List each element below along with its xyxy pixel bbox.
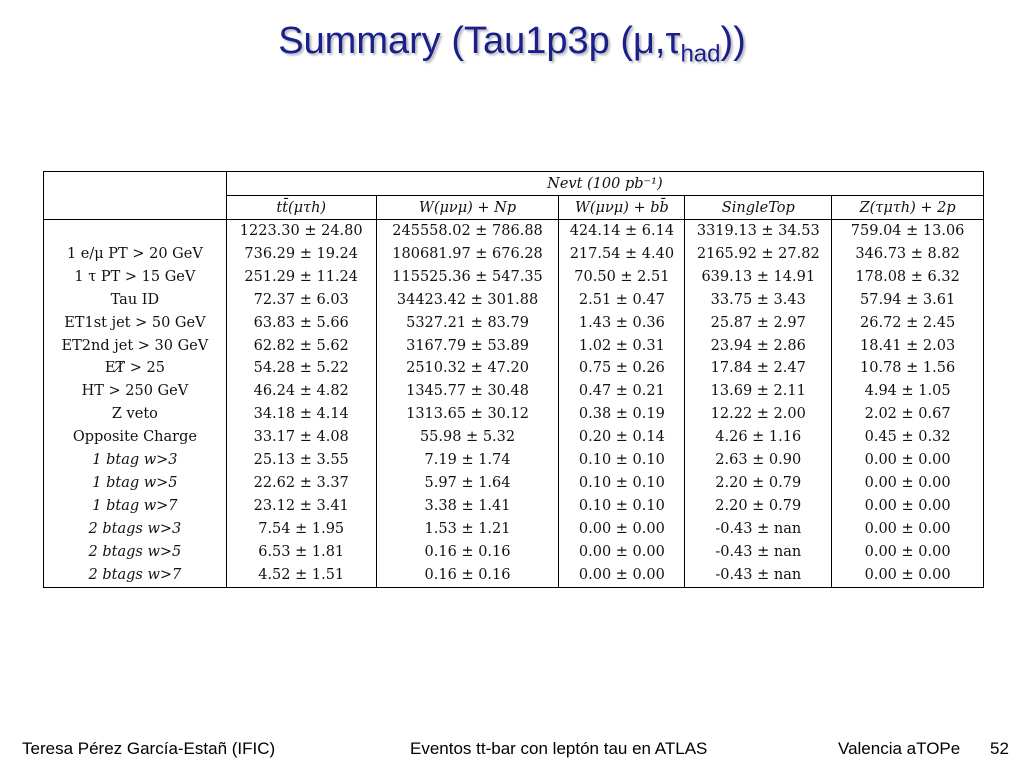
cut-label [44,220,227,243]
table-cell: 0.16 ± 0.16 [376,541,559,564]
table-cell: 0.10 ± 0.10 [559,495,685,518]
table-cell: 0.16 ± 0.16 [376,564,559,587]
cut-label: ET̸ > 25 [44,357,227,380]
table-row [44,518,984,541]
cut-label: Tau ID [44,289,227,312]
table-cell: 33.17 ± 4.08 [226,426,376,449]
table-cell: 245558.02 ± 786.88 [376,220,559,243]
table-cell: 10.78 ± 1.56 [832,357,984,380]
cut-label: Opposite Charge [44,426,227,449]
table-cell: 22.62 ± 3.37 [226,472,376,495]
table-cell: 23.94 ± 2.86 [685,335,832,358]
table-cell: 3.38 ± 1.41 [376,495,559,518]
table-cell: 4.52 ± 1.51 [226,564,376,587]
table-cell: 0.10 ± 0.10 [559,449,685,472]
table-row [44,541,984,564]
table-cell: 2.51 ± 0.47 [559,289,685,312]
column-header: SingleTop [685,196,832,220]
table-cell: 346.73 ± 8.82 [832,243,984,266]
table-cell: 1345.77 ± 30.48 [376,380,559,403]
table-cell: 180681.97 ± 676.28 [376,243,559,266]
table-cell: 2165.92 ± 27.82 [685,243,832,266]
table-cell: 0.20 ± 0.14 [559,426,685,449]
cut-label: 2 btags w>5 [44,541,227,564]
table-cell: 115525.36 ± 547.35 [376,266,559,289]
table-cell: 1.02 ± 0.31 [559,335,685,358]
table-cell: 639.13 ± 14.91 [685,266,832,289]
table-row [44,426,984,449]
footer-page-number: 52 [990,739,1009,758]
corner-cell [44,172,227,220]
table-cell: 424.14 ± 6.14 [559,220,685,243]
cut-label: ET1st jet > 50 GeV [44,312,227,335]
table-cell: 0.47 ± 0.21 [559,380,685,403]
table-row [44,403,984,426]
table-cell: 0.00 ± 0.00 [559,541,685,564]
table-cell: 0.00 ± 0.00 [832,541,984,564]
table-cell: 0.00 ± 0.00 [832,495,984,518]
table-cell: 23.12 ± 3.41 [226,495,376,518]
table-cell: 178.08 ± 6.32 [832,266,984,289]
column-header: Z(τμτh) + 2p [832,196,984,220]
table-row [44,472,984,495]
footer-venue: Valencia aTOPe [838,739,961,758]
table-body [44,220,984,588]
table-cell: 0.00 ± 0.00 [832,449,984,472]
table-cell: 251.29 ± 11.24 [226,266,376,289]
table-cell: 13.69 ± 2.11 [685,380,832,403]
table-cell: 70.50 ± 2.51 [559,266,685,289]
table-cell: 0.00 ± 0.00 [559,518,685,541]
table-row [44,220,984,243]
cut-label: 1 τ PT > 15 GeV [44,266,227,289]
table-cell: 2510.32 ± 47.20 [376,357,559,380]
table-cell: 4.26 ± 1.16 [685,426,832,449]
table-row [44,564,984,587]
table-cell: 25.13 ± 3.55 [226,449,376,472]
table-cell: -0.43 ± nan [685,564,832,587]
footer-author: Teresa Pérez García-Estañ (IFIC) [22,739,276,758]
table-cell: 736.29 ± 19.24 [226,243,376,266]
table-cell: 12.22 ± 2.00 [685,403,832,426]
table-cell: 2.20 ± 0.79 [685,495,832,518]
table-cell: 0.38 ± 0.19 [559,403,685,426]
column-header: W(μνμ) + bb̄ [559,196,685,220]
table-cell: 4.94 ± 1.05 [832,380,984,403]
table-row [44,266,984,289]
table-cell: 0.75 ± 0.26 [559,357,685,380]
table-cell: 34.18 ± 4.14 [226,403,376,426]
table-cell: 2.20 ± 0.79 [685,472,832,495]
table-cell: 26.72 ± 2.45 [832,312,984,335]
table-row [44,357,984,380]
table-cell: 217.54 ± 4.40 [559,243,685,266]
table-cell: 3167.79 ± 53.89 [376,335,559,358]
table-cell: -0.43 ± nan [685,541,832,564]
table-row [44,449,984,472]
table-cell: 1.43 ± 0.36 [559,312,685,335]
table-cell: 54.28 ± 5.22 [226,357,376,380]
table-cell: 6.53 ± 1.81 [226,541,376,564]
table-row [44,335,984,358]
table-cell: 0.00 ± 0.00 [832,472,984,495]
table-cell: 7.54 ± 1.95 [226,518,376,541]
table-row [44,289,984,312]
table-cell: -0.43 ± nan [685,518,832,541]
table-cell: 5327.21 ± 83.79 [376,312,559,335]
table-row [44,495,984,518]
table-cell: 72.37 ± 6.03 [226,289,376,312]
table-row [44,380,984,403]
table-cell: 1313.65 ± 30.12 [376,403,559,426]
column-header: W(μνμ) + Np [376,196,559,220]
table-cell: 0.00 ± 0.00 [832,518,984,541]
cutflow-table [43,171,984,588]
table-cell: 1223.30 ± 24.80 [226,220,376,243]
table-cell: 57.94 ± 3.61 [832,289,984,312]
cut-label: 1 e/μ PT > 20 GeV [44,243,227,266]
cut-label: 1 btag w>3 [44,449,227,472]
table-row [44,312,984,335]
column-header: tt̄(μτh) [226,196,376,220]
table-cell: 1.53 ± 1.21 [376,518,559,541]
slide-title: Summary (Tau1p3p $(\mu,\tau_{had})$) [278,20,746,68]
table-cell: 5.97 ± 1.64 [376,472,559,495]
cut-label: Z veto [44,403,227,426]
table-cell: 2.63 ± 0.90 [685,449,832,472]
table-cell: 46.24 ± 4.82 [226,380,376,403]
table-cell: 55.98 ± 5.32 [376,426,559,449]
group-header: Nevt (100 pb⁻¹) [226,172,983,196]
cut-label: ET2nd jet > 30 GeV [44,335,227,358]
table-cell: 17.84 ± 2.47 [685,357,832,380]
cut-label: 1 btag w>7 [44,495,227,518]
table-cell: 33.75 ± 3.43 [685,289,832,312]
table-cell: 0.00 ± 0.00 [832,564,984,587]
table-cell: 25.87 ± 2.97 [685,312,832,335]
table-cell: 62.82 ± 5.62 [226,335,376,358]
table-row [44,243,984,266]
cut-label: 2 btags w>3 [44,518,227,541]
table-cell: 0.45 ± 0.32 [832,426,984,449]
cut-label: HT > 250 GeV [44,380,227,403]
cut-label: 1 btag w>5 [44,472,227,495]
cut-label: 2 btags w>7 [44,564,227,587]
table-cell: 3319.13 ± 34.53 [685,220,832,243]
table-cell: 0.00 ± 0.00 [559,564,685,587]
table-cell: 7.19 ± 1.74 [376,449,559,472]
table-cell: 759.04 ± 13.06 [832,220,984,243]
table-cell: 0.10 ± 0.10 [559,472,685,495]
table-cell: 2.02 ± 0.67 [832,403,984,426]
table-cell: 34423.42 ± 301.88 [376,289,559,312]
footer-talk-title: Eventos tt-bar con leptón tau en ATLAS [410,739,708,758]
table-cell: 18.41 ± 2.03 [832,335,984,358]
table-cell: 63.83 ± 5.66 [226,312,376,335]
